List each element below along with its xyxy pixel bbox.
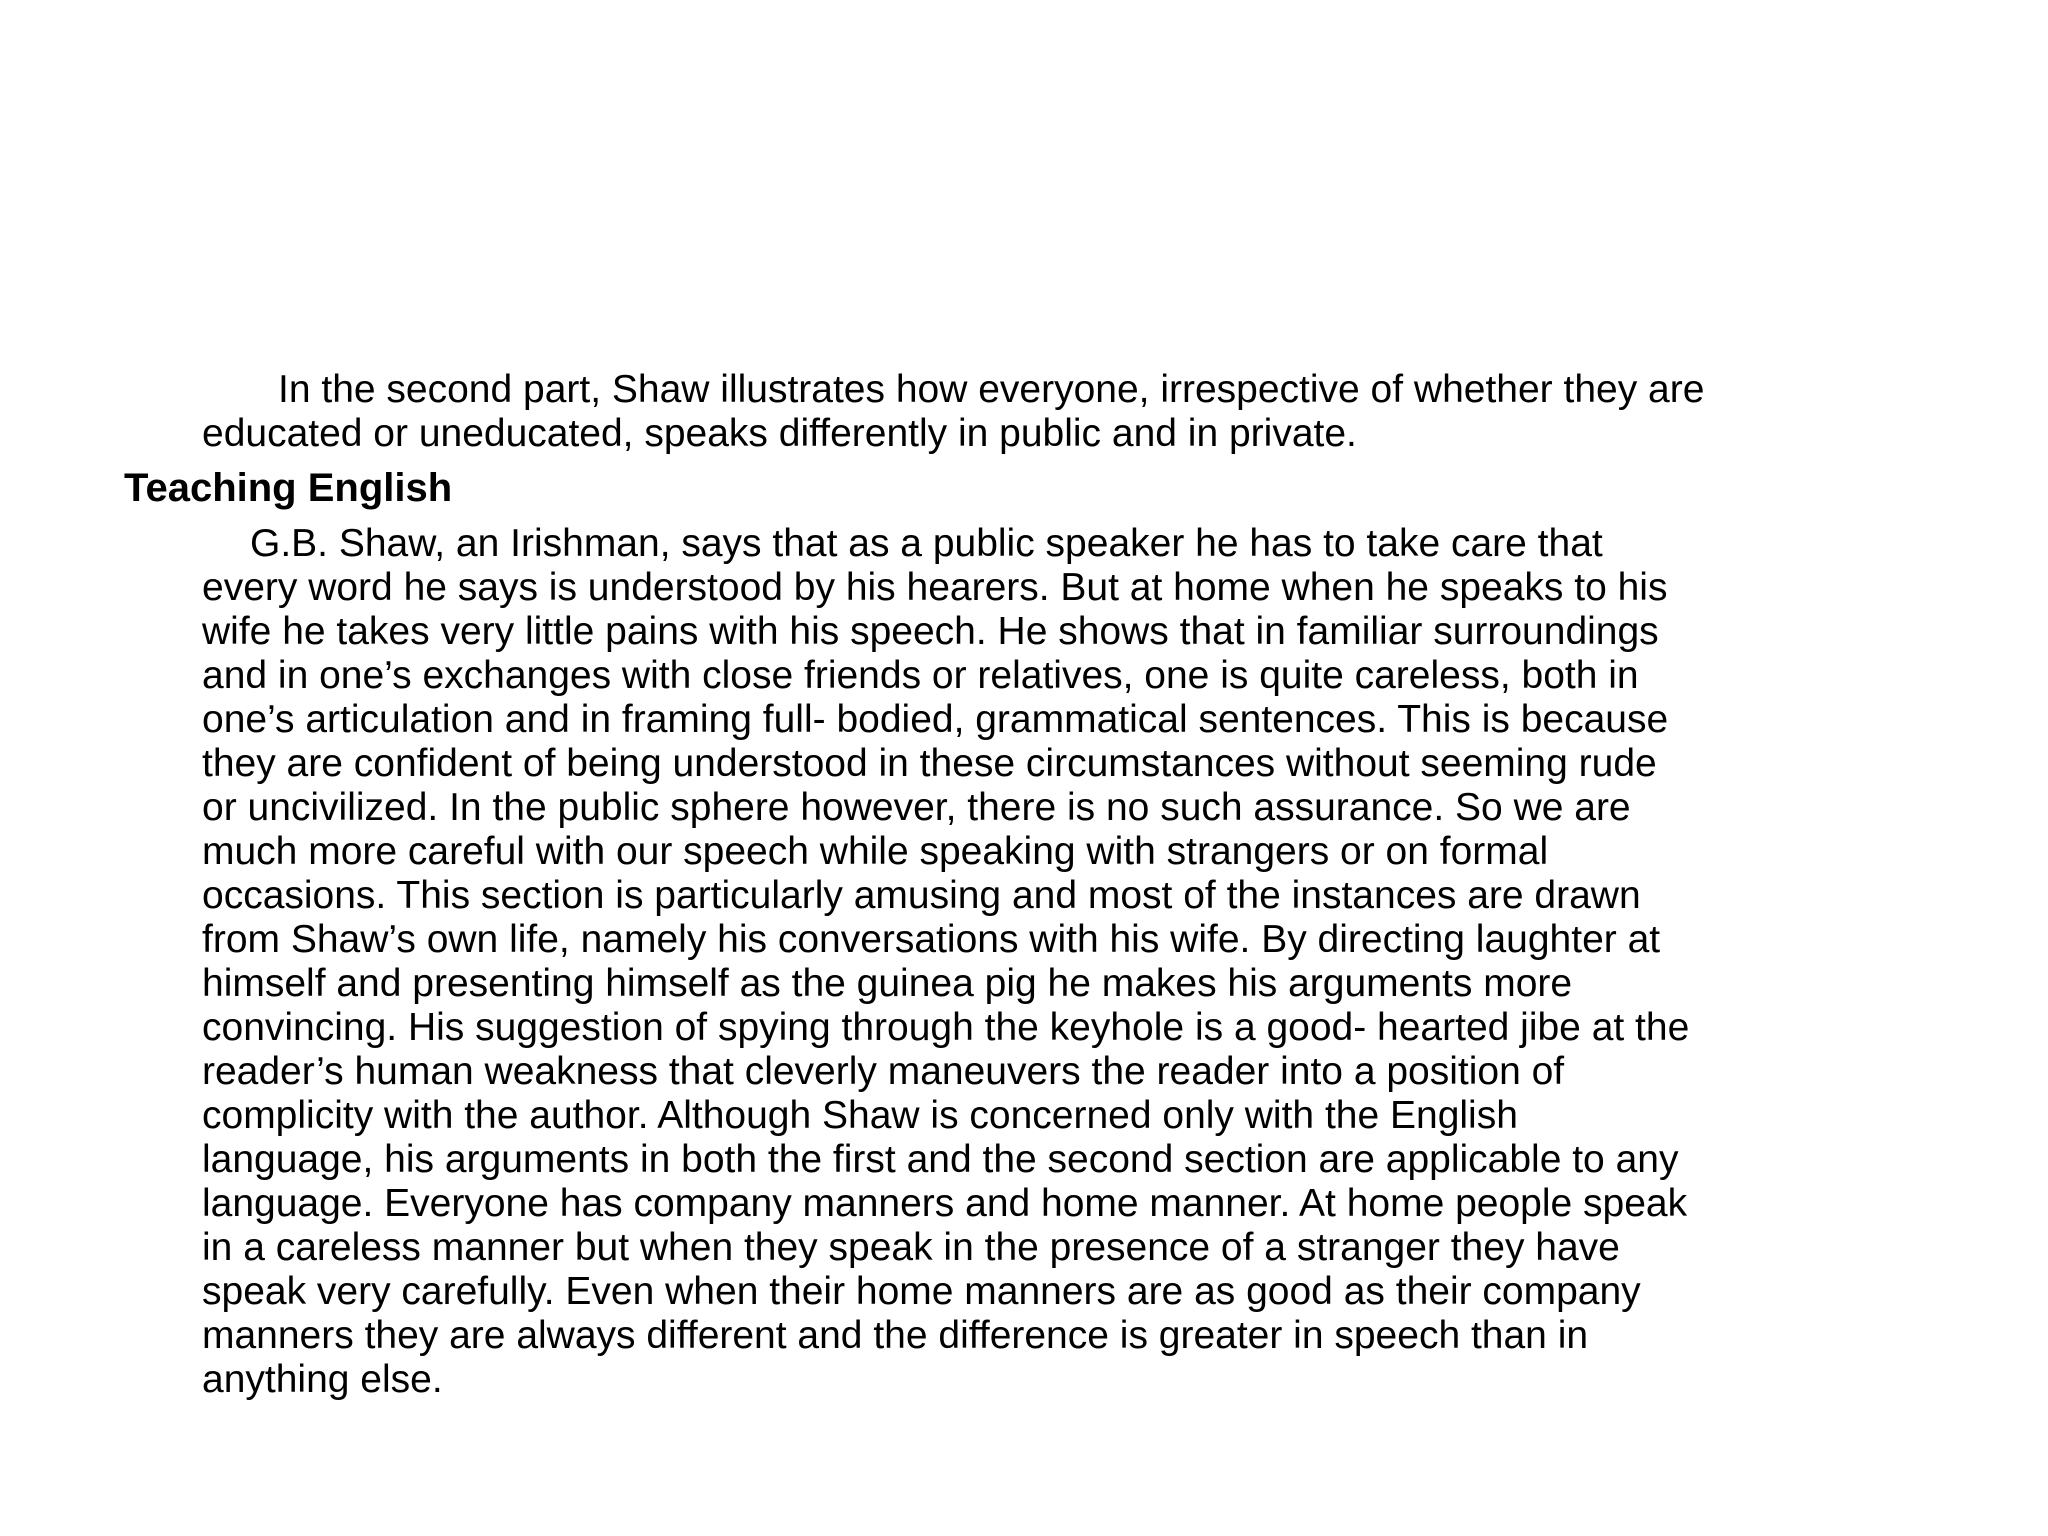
intro-line: In the second part, Shaw illustrates how everyone, irrespective of whether they are xyxy=(278,368,1705,411)
intro-line: educated or uneducated, speaks differently in public and in private. xyxy=(202,412,1357,455)
paragraph-line: himself and presenting himself as the guinea pig he makes his arguments more xyxy=(202,962,1573,1005)
paragraph-line: in a careless manner but when they speak in the presence of a stranger they have xyxy=(202,1226,1620,1269)
paragraph-line: anything else. xyxy=(202,1358,443,1401)
section-heading: Teaching English xyxy=(124,466,453,510)
paragraph-line: reader’s human weakness that cleverly maneuvers the reader into a position of xyxy=(202,1050,1565,1093)
paragraph-line: or uncivilized. In the public sphere however, there is no such assurance. So we are xyxy=(202,786,1631,829)
paragraph-line: speak very carefully. Even when their home manners are as good as their company xyxy=(202,1270,1641,1313)
paragraph-line: G.B. Shaw, an Irishman, says that as a public speaker he has to take care that xyxy=(250,522,1603,565)
paragraph-line: wife he takes very little pains with his speech. He shows that in familiar surroundings xyxy=(202,610,1659,653)
section-paragraph xyxy=(202,522,1962,1402)
paragraph-line: occasions. This section is particularly amusing and most of the instances are drawn xyxy=(202,874,1641,917)
paragraph-line: convincing. His suggestion of spying through the keyhole is a good- hearted jibe at the xyxy=(202,1006,1690,1049)
paragraph-line: and in one’s exchanges with close friends or relatives, one is quite careless, both in xyxy=(202,654,1639,697)
paragraph-line: one’s articulation and in framing full- bodied, grammatical sentences. This is because xyxy=(202,698,1669,741)
paragraph-line: much more careful with our speech while speaking with strangers or on formal xyxy=(202,830,1549,873)
paragraph-line: they are confident of being understood in these circumstances without seeming rude xyxy=(202,742,1657,785)
paragraph-line: language, his arguments in both the first and the second section are applicable to any xyxy=(202,1138,1679,1181)
paragraph-line: manners they are always different and the difference is greater in speech than in xyxy=(202,1314,1589,1357)
intro-paragraph xyxy=(202,368,1962,456)
paragraph-line: complicity with the author. Although Shaw is concerned only with the English xyxy=(202,1094,1518,1137)
paragraph-line: every word he says is understood by his hearers. But at home when he speaks to his xyxy=(202,566,1668,609)
paragraph-line: language. Everyone has company manners and home manner. At home people speak xyxy=(202,1182,1688,1225)
paragraph-line: from Shaw’s own life, namely his conversations with his wife. By directing laughter at xyxy=(202,918,1661,961)
